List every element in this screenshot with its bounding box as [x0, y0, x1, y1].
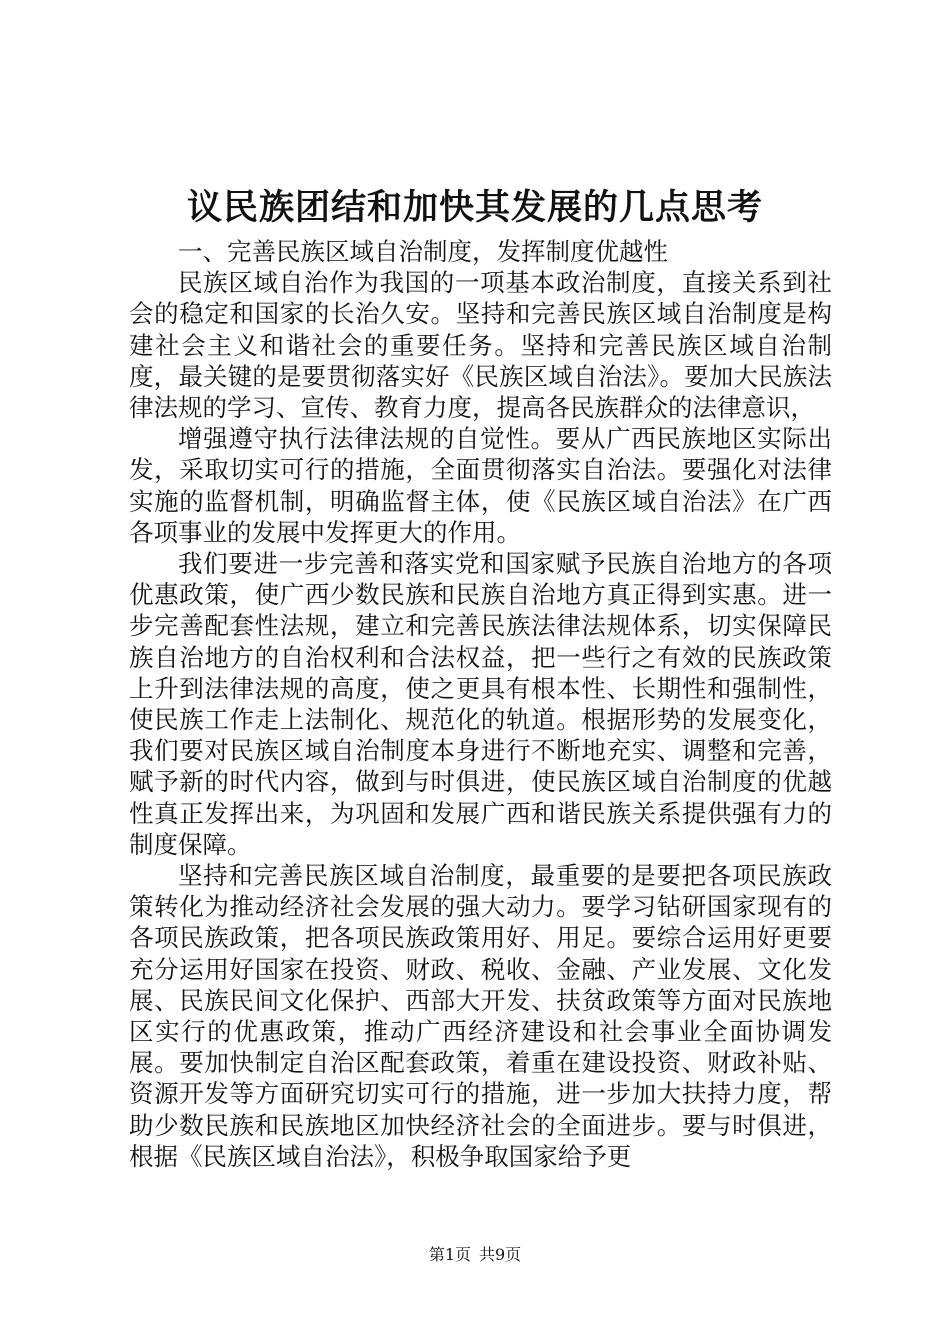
- section-heading: 一、完善民族区域自治制度，发挥制度优越性: [178, 237, 668, 266]
- document-body: [129, 236, 832, 1172]
- page-footer: [0, 1244, 950, 1266]
- page-total: 共9页: [479, 1245, 522, 1264]
- body-paragraph: 我们要进一步完善和落实党和国家赋予民族自治地方的各项优惠政策，使广西少数民族和民族自治地方真正得到实惠。进一步完善配套性法规，建立和完善民族法律法规体系，切实保障民族自治地方的自治权利和合法权益，把一些行之有效的民族政策上升到法律法规的高度，使之更具有根本性、长期性和强制性，使民族工作走上法制化、规范化的轨道。根据形势的发展变化，我们要对民族区域自治制度本身进行不断地充实、调整和完善，赋予新的时代内容，做到与时俱进，使民族区域自治制度的优越性真正发挥出来，为巩固和发展广西和谐民族关系提供强有力的制度保障。: [129, 549, 832, 859]
- body-paragraph: 增强遵守执行法律法规的自觉性。要从广西民族地区实际出发，采取切实可行的措施，全面贯彻落实自治法。要强化对法律实施的监督机制，明确监督主体，使《民族区域自治法》在广西各项事业的发展中发挥更大的作用。: [129, 424, 832, 547]
- document-title: 议民族团结和加快其发展的几点思考: [186, 187, 763, 228]
- body-paragraph: 民族区域自治作为我国的一项基本政治制度，直接关系到社会的稳定和国家的长治久安。坚持和完善民族区域自治制度是构建社会主义和谐社会的重要任务。坚持和完善民族区域自治制度，最关键的是要贯彻落实好《民族区域自治法》。要加大民族法律法规的学习、宣传、教育力度，提高各民族群众的法律意识，: [129, 268, 832, 423]
- body-paragraph: 坚持和完善民族区域自治制度，最重要的是要把各项民族政策转化为推动经济社会发展的强大动力。要学习钻研国家现有的各项民族政策，把各项民族政策用好、用足。要综合运用好更要充分运用好国家在投资、财政、税收、金融、产业发展、文化发展、民族民间文化保护、西部大开发、扶贫政策等方面对民族地区实行的优惠政策，推动广西经济建设和社会事业全面协调发展。要加快制定自治区配套政策，着重在建设投资、财政补贴、资源开发等方面研究切实可行的措施，进一步加大扶持力度，帮助少数民族和民族地区加快经济社会的全面进步。要与时俱进，根据《民族区域自治法》，积极争取国家给予更: [129, 861, 832, 1171]
- page-number: 第1页: [428, 1245, 471, 1264]
